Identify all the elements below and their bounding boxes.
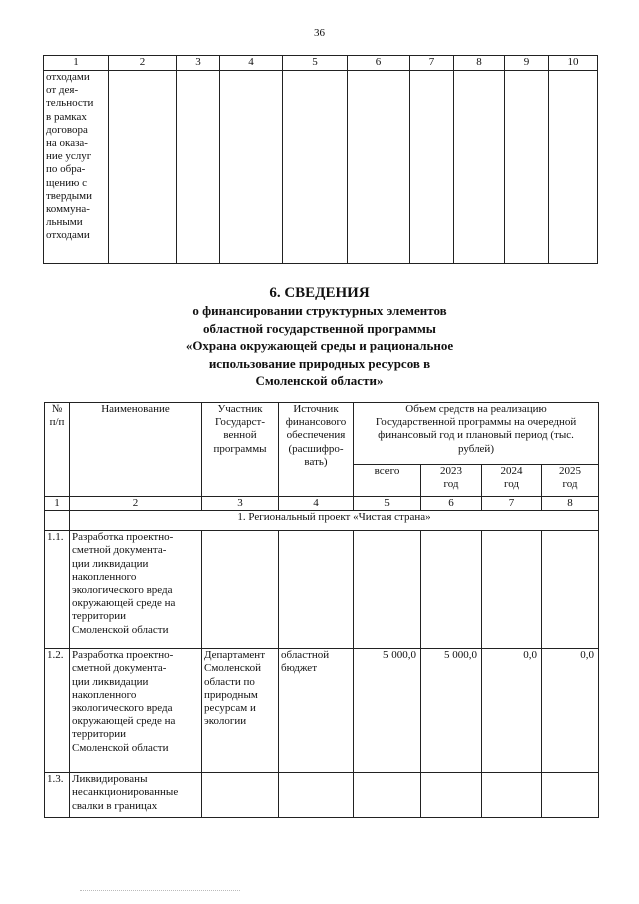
colnum-6: 6	[421, 497, 482, 511]
table1-empty-cell	[410, 71, 454, 264]
row-source	[279, 773, 354, 818]
header-total: всего	[354, 465, 421, 497]
colnum-7: 7	[482, 497, 542, 511]
section-subheading: о финансировании структурных элементов областной государственной программы «Охрана окружающей среды и рациональное использование природных ресурсов в Смоленской области»	[185, 303, 454, 388]
table1-col-7: 7	[410, 56, 454, 71]
table1-col-8: 8	[454, 56, 505, 71]
row-2024: 0,0	[482, 649, 542, 773]
row-2024	[482, 531, 542, 649]
row-2023	[421, 773, 482, 818]
column-number-row	[45, 497, 599, 511]
row-num: 1.2.	[45, 649, 70, 773]
table1-header-row	[44, 56, 598, 71]
row-2025: 0,0	[542, 649, 599, 773]
row-total	[354, 773, 421, 818]
table1-row-text: отходами от дея- тельности в рамках договора на оказа- ние услуг по обра- щению с твердыми коммуна- льными отходами	[44, 71, 109, 264]
row-num: 1.1.	[45, 531, 70, 649]
table-row	[45, 773, 599, 818]
colnum-3: 3	[202, 497, 279, 511]
row-name: Разработка проектно- сметной документа- ции ликвидации накопленного экологического вреда окружающей среде на территории Смоленской области	[70, 649, 202, 773]
section-title	[0, 284, 639, 390]
table1-row	[44, 71, 598, 264]
row-participant	[202, 773, 279, 818]
row-name: Ликвидированы несанкционированные свалки в границах	[70, 773, 202, 818]
row-2023: 5 000,0	[421, 649, 482, 773]
header-row-1	[45, 403, 599, 465]
table1-col-5: 5	[283, 56, 348, 71]
table1-empty-cell	[220, 71, 283, 264]
table1-col-2: 2	[109, 56, 177, 71]
financing-table	[44, 402, 599, 818]
header-volume: Объем средств на реализацию Государственной программы на очередной финансовый год и плановый период (тыс. рублей)	[354, 403, 599, 465]
table-row	[45, 531, 599, 649]
header-2024: 2024 год	[482, 465, 542, 497]
table1-empty-cell	[348, 71, 410, 264]
row-total	[354, 531, 421, 649]
section-empty-cell	[45, 511, 70, 531]
table1-empty-cell	[109, 71, 177, 264]
header-2025: 2025 год	[542, 465, 599, 497]
row-total: 5 000,0	[354, 649, 421, 773]
row-2025	[542, 531, 599, 649]
table1-empty-cell	[283, 71, 348, 264]
scan-artifact	[80, 890, 240, 892]
table-row	[45, 649, 599, 773]
row-2025	[542, 773, 599, 818]
section-heading: 6. СВЕДЕНИЯ	[269, 285, 370, 301]
section-title-cell: 1. Региональный проект «Чистая страна»	[70, 511, 599, 531]
row-participant: Департамент Смоленской области по природным ресурсам и экологии	[202, 649, 279, 773]
table1-col-3: 3	[177, 56, 220, 71]
header-name: Наименование	[70, 403, 202, 497]
row-participant	[202, 531, 279, 649]
colnum-4: 4	[279, 497, 354, 511]
row-source: областной бюджет	[279, 649, 354, 773]
page-number: 36	[314, 27, 325, 39]
table1-col-9: 9	[505, 56, 549, 71]
colnum-5: 5	[354, 497, 421, 511]
table1-col-4: 4	[220, 56, 283, 71]
table1-col-10: 10	[549, 56, 598, 71]
table1-col-6: 6	[348, 56, 410, 71]
continuation-table	[43, 55, 598, 264]
header-source: Источник финансового обеспечения (расшифро- вать)	[279, 403, 354, 497]
row-source	[279, 531, 354, 649]
table1-empty-cell	[549, 71, 598, 264]
section-row	[45, 511, 599, 531]
table1-empty-cell	[177, 71, 220, 264]
row-num: 1.3.	[45, 773, 70, 818]
table1-col-1: 1	[44, 56, 109, 71]
table1-empty-cell	[505, 71, 549, 264]
header-2023: 2023 год	[421, 465, 482, 497]
header-participant: Участник Государст- венной программы	[202, 403, 279, 497]
colnum-2: 2	[70, 497, 202, 511]
table1-empty-cell	[454, 71, 505, 264]
colnum-8: 8	[542, 497, 599, 511]
row-name: Разработка проектно- сметной документа- ции ликвидации накопленного экологического вреда окружающей среде на территории Смоленской области	[70, 531, 202, 649]
header-num: № п/п	[45, 403, 70, 497]
colnum-1: 1	[45, 497, 70, 511]
row-2024	[482, 773, 542, 818]
row-2023	[421, 531, 482, 649]
